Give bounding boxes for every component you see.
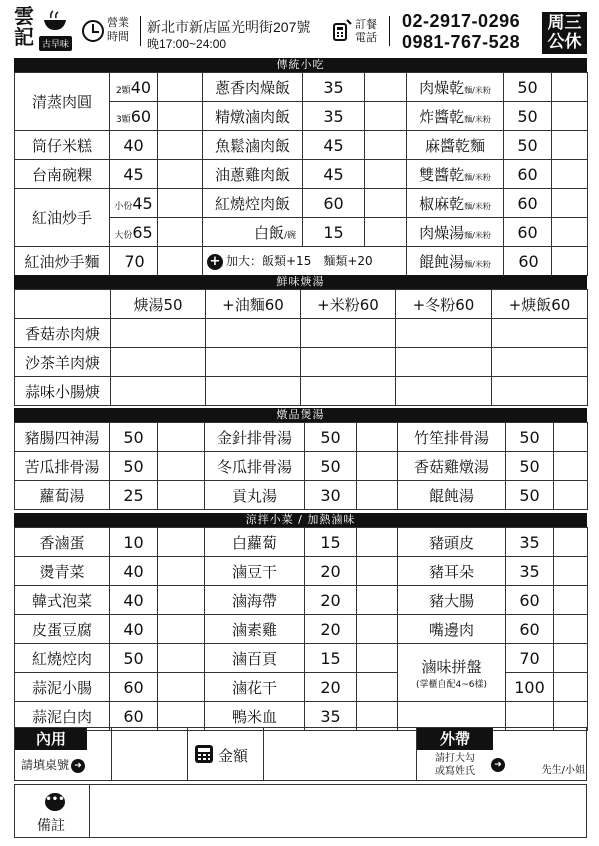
qty-cell[interactable] <box>396 377 492 406</box>
arrow-right-icon: ➜ <box>491 758 505 772</box>
item-unit: 麵/米粉 <box>464 114 491 124</box>
section-title: 燉品煲湯 <box>14 408 587 422</box>
item-price: 35 <box>506 528 554 557</box>
qty-cell[interactable] <box>158 557 205 586</box>
section-stewed-soup <box>14 408 587 510</box>
item-price: 20 <box>305 557 357 586</box>
item-price: 50 <box>110 423 158 452</box>
item-price: 30 <box>305 481 357 510</box>
qty-cell[interactable] <box>365 218 407 247</box>
qty-cell[interactable] <box>357 557 398 586</box>
platter-note: (掌櫃自配4~6樣) <box>415 679 488 690</box>
item-name: 精燉滷肉飯 <box>203 102 303 131</box>
qty-cell[interactable] <box>396 319 492 348</box>
item-name: 餛飩湯 <box>398 481 506 510</box>
qty-cell[interactable] <box>552 131 588 160</box>
qty-cell[interactable] <box>554 615 588 644</box>
arrow-right-icon: ➜ <box>71 759 85 773</box>
item-name: 蒜泥白肉 <box>15 702 110 731</box>
amount-field[interactable] <box>263 728 416 780</box>
corner-cell <box>15 290 111 319</box>
qty-cell[interactable] <box>552 160 588 189</box>
item-name: 滷海帶 <box>205 586 305 615</box>
item-name: 豬大腸 <box>398 586 506 615</box>
item-price: 45 <box>303 131 365 160</box>
item-name: 燙青菜 <box>15 557 110 586</box>
qty-cell[interactable] <box>158 73 203 102</box>
item-name: 炸醬乾 <box>419 107 465 126</box>
item-name: 香菇雞燉湯 <box>398 452 506 481</box>
phone-1: 02-2917-0296 <box>402 11 521 31</box>
phone-numbers <box>402 11 520 53</box>
item-name: 韓式泡菜 <box>15 586 110 615</box>
qty-cell[interactable] <box>357 528 398 557</box>
qty-cell[interactable] <box>158 615 205 644</box>
item-name: 滷素雞 <box>205 615 305 644</box>
item-price: 60 <box>506 586 554 615</box>
qty-cell[interactable] <box>365 160 407 189</box>
item-name: 苦瓜排骨湯 <box>15 452 110 481</box>
item-price: 60 <box>506 615 554 644</box>
item-name: 蔥香肉燥飯 <box>203 73 303 102</box>
qty-cell[interactable] <box>111 348 206 377</box>
qty-cell[interactable] <box>552 218 588 247</box>
qty-cell[interactable] <box>554 528 588 557</box>
qty-cell[interactable] <box>158 673 205 702</box>
item-unit: 麵/米粉 <box>464 201 491 211</box>
logo-tag: 古早味 <box>39 36 72 51</box>
qty-cell[interactable] <box>301 377 396 406</box>
logo <box>12 4 78 54</box>
item-name: 貢丸湯 <box>205 481 305 510</box>
plus-icon: + <box>207 254 223 270</box>
notes-box <box>14 784 587 838</box>
upsize-text: 加大：飯類+15 麵類+20 <box>226 254 373 269</box>
name-hint: 請打大勾或寫姓氏 <box>435 753 475 777</box>
item-price: 35 <box>303 102 365 131</box>
section-thick-soup <box>14 275 587 406</box>
clock-icon <box>82 20 104 42</box>
qty-cell[interactable] <box>357 586 398 615</box>
item-price: 50 <box>506 452 554 481</box>
qty-cell[interactable] <box>492 377 588 406</box>
item-size: 3顆 <box>115 114 131 125</box>
qty-cell[interactable] <box>365 73 407 102</box>
qty-cell[interactable] <box>552 247 588 276</box>
qty-cell[interactable] <box>158 452 205 481</box>
item-price: 40 <box>110 615 158 644</box>
item-price: 60 <box>504 189 552 218</box>
item-price: 70 <box>110 247 158 276</box>
item-price: 50 <box>504 73 552 102</box>
item-price: 60 <box>110 673 158 702</box>
hours-label: 營業時間 <box>107 16 129 43</box>
item-price: 20 <box>305 673 357 702</box>
traditional-snacks-table <box>14 72 588 276</box>
customer-name-field[interactable] <box>492 728 587 780</box>
item-name: 豬頭皮 <box>398 528 506 557</box>
phone-icon <box>332 18 352 42</box>
item-price: 100 <box>506 673 554 702</box>
qty-cell[interactable] <box>301 319 396 348</box>
item-name: 筒仔米糕 <box>15 131 110 160</box>
qty-cell[interactable] <box>554 586 588 615</box>
item-price: 40 <box>110 586 158 615</box>
qty-cell[interactable] <box>396 348 492 377</box>
divider <box>140 16 141 46</box>
item-name: 清蒸肉圓 <box>15 73 110 131</box>
order-label: 訂餐電話 <box>355 18 377 44</box>
item-price: 60 <box>130 106 152 126</box>
item-name: 香滷蛋 <box>15 528 110 557</box>
logo-text: 雲記 <box>14 4 34 49</box>
item-unit: 麵/米粉 <box>464 85 491 95</box>
table-number-hint <box>21 756 85 773</box>
qty-cell[interactable] <box>357 452 398 481</box>
item-name: 竹笙排骨湯 <box>398 423 506 452</box>
item-price: 70 <box>506 644 554 673</box>
table-number-text: 請填桌號 <box>21 758 70 772</box>
item-price: 35 <box>506 557 554 586</box>
item-name: 紅燒焢肉 <box>15 644 110 673</box>
section-title: 涼拌小菜 / 加熱滷味 <box>14 513 587 527</box>
qty-cell[interactable] <box>301 348 396 377</box>
soup-option: +油麵60 <box>206 290 301 319</box>
item-size: 大份 <box>114 230 133 241</box>
item-price: 40 <box>130 77 152 97</box>
item-unit: /碗 <box>283 230 296 241</box>
item-name: 鴨米血 <box>205 702 305 731</box>
qty-cell[interactable] <box>158 218 203 247</box>
item-name: 台南碗粿 <box>15 160 110 189</box>
item-name: 豬耳朵 <box>398 557 506 586</box>
qty-cell[interactable] <box>554 423 588 452</box>
section-title: 傳統小吃 <box>14 58 587 72</box>
item-price: 50 <box>110 644 158 673</box>
qty-cell[interactable] <box>206 377 301 406</box>
soup-option: +米粉60 <box>301 290 396 319</box>
item-price: 60 <box>504 247 552 276</box>
qty-cell[interactable] <box>492 348 588 377</box>
item-price: 15 <box>305 528 357 557</box>
calculator-icon <box>194 744 214 764</box>
order-info <box>14 727 587 781</box>
qty-cell[interactable] <box>158 160 203 189</box>
item-price: 50 <box>305 452 357 481</box>
item-price: 50 <box>504 131 552 160</box>
qty-cell[interactable] <box>357 615 398 644</box>
qty-cell[interactable] <box>158 423 205 452</box>
qty-cell[interactable] <box>365 102 407 131</box>
item-price: 35 <box>303 73 365 102</box>
item-name: 雙醬乾 <box>419 165 465 184</box>
amount-label: 金額 <box>218 747 249 765</box>
qty-cell[interactable] <box>365 131 407 160</box>
qty-cell[interactable] <box>357 644 398 673</box>
item-price: 45 <box>132 193 153 213</box>
item-name: 嘴邊肉 <box>398 615 506 644</box>
item-name: 蘿蔔湯 <box>15 481 110 510</box>
bowl-icon <box>42 10 68 32</box>
qty-cell[interactable] <box>552 189 588 218</box>
item-unit: 麵/米粉 <box>464 259 491 269</box>
amount-label-cell <box>187 728 263 780</box>
item-price: 10 <box>110 528 158 557</box>
item-name: 冬瓜排骨湯 <box>205 452 305 481</box>
item-name: 麻醬乾麵 <box>407 131 504 160</box>
phone-2: 0981-767-528 <box>402 32 521 52</box>
qty-cell[interactable] <box>365 189 407 218</box>
dine-in-label: 內用 <box>15 728 87 750</box>
item-name: 紅燒焢肉飯 <box>203 189 303 218</box>
qty-cell[interactable] <box>357 673 398 702</box>
item-price: 20 <box>305 615 357 644</box>
item-price: 15 <box>305 644 357 673</box>
qty-cell[interactable] <box>552 73 588 102</box>
qty-cell[interactable] <box>357 423 398 452</box>
item-price: 45 <box>110 160 158 189</box>
qty-cell[interactable] <box>158 189 203 218</box>
soup-option: +焿飯60 <box>492 290 588 319</box>
thick-soup-table <box>14 289 588 406</box>
qty-cell[interactable] <box>158 102 203 131</box>
item-price: 60 <box>303 189 365 218</box>
business-hours: 晚17:00~24:00 <box>147 37 227 51</box>
item-price: 60 <box>504 160 552 189</box>
item-name: 滷味拼盤 <box>421 657 482 676</box>
section-traditional-snacks <box>14 58 587 276</box>
qty-cell[interactable] <box>158 481 205 510</box>
qty-cell[interactable] <box>206 348 301 377</box>
notes-field[interactable] <box>89 785 587 837</box>
item-name: 滷豆干 <box>205 557 305 586</box>
qty-cell[interactable] <box>158 247 203 276</box>
title-hint: 先生/小姐 <box>541 765 585 776</box>
platter-cell <box>398 644 506 702</box>
qty-cell[interactable] <box>357 481 398 510</box>
item-name: 餛飩湯 <box>419 252 465 271</box>
item-name: 紅油炒手麵 <box>15 247 110 276</box>
item-name: 肉燥乾 <box>419 78 465 97</box>
qty-cell[interactable] <box>554 452 588 481</box>
qty-cell[interactable] <box>492 319 588 348</box>
item-name: 椒麻乾 <box>419 194 465 213</box>
item-price: 35 <box>305 702 357 731</box>
qty-cell[interactable] <box>111 319 206 348</box>
item-price: 65 <box>132 222 153 242</box>
item-name: 蒜泥小腸 <box>15 673 110 702</box>
item-name: 肉燥湯 <box>419 223 465 242</box>
item-price: 45 <box>303 160 365 189</box>
item-name: 香菇赤肉焿 <box>15 319 111 348</box>
item-name: 滷花干 <box>205 673 305 702</box>
item-price: 25 <box>110 481 158 510</box>
item-price: 60 <box>110 702 158 731</box>
closed-text: 周三公休 <box>547 13 582 52</box>
item-name: 白蘿蔔 <box>205 528 305 557</box>
item-price: 50 <box>305 423 357 452</box>
item-price: 40 <box>110 557 158 586</box>
item-name: 皮蛋豆腐 <box>15 615 110 644</box>
item-unit: 麵/米粉 <box>464 230 491 240</box>
qty-cell[interactable] <box>158 528 205 557</box>
table-number-field[interactable] <box>111 728 187 780</box>
item-price: 50 <box>110 452 158 481</box>
item-size: 2顆 <box>115 85 131 96</box>
section-title: 鮮味焿湯 <box>14 275 587 289</box>
item-name: 紅油炒手 <box>15 189 110 247</box>
qty-cell[interactable] <box>554 644 588 673</box>
item-size: 小份 <box>114 201 133 212</box>
soup-option: +冬粉60 <box>396 290 492 319</box>
qty-cell[interactable] <box>158 586 205 615</box>
chat-bubble-icon: ••• <box>45 793 65 811</box>
takeout-label-cell <box>416 728 502 780</box>
address: 新北市新店區光明街207號 <box>147 19 311 35</box>
upsize-note <box>203 247 407 276</box>
qty-cell[interactable] <box>552 102 588 131</box>
side-dishes-table <box>14 527 588 731</box>
section-side-dishes <box>14 513 587 731</box>
item-unit: 麵/米粉 <box>464 172 491 182</box>
closed-day-badge <box>542 12 587 54</box>
item-price: 50 <box>506 423 554 452</box>
item-name: 豬腸四神湯 <box>15 423 110 452</box>
notes-label: 備註 <box>37 818 65 834</box>
item-price: 20 <box>305 586 357 615</box>
soup-option: 焿湯50 <box>111 290 206 319</box>
divider <box>389 16 390 46</box>
qty-cell[interactable] <box>554 557 588 586</box>
item-name: 金針排骨湯 <box>205 423 305 452</box>
item-name: 蒜味小腸焿 <box>15 377 111 406</box>
item-price: 50 <box>504 102 552 131</box>
item-price: 15 <box>303 218 365 247</box>
item-name: 沙茶羊肉焿 <box>15 348 111 377</box>
item-name: 滷百頁 <box>205 644 305 673</box>
stewed-soup-table <box>14 422 588 510</box>
item-name: 油蔥雞肉飯 <box>203 160 303 189</box>
header <box>12 4 588 54</box>
item-name: 白飯 <box>253 223 284 242</box>
qty-cell[interactable] <box>111 377 206 406</box>
qty-cell[interactable] <box>554 481 588 510</box>
takeout-label: 外帶 <box>417 728 493 750</box>
qty-cell[interactable] <box>158 131 203 160</box>
item-name: 魚鬆滷肉飯 <box>203 131 303 160</box>
item-price: 50 <box>506 481 554 510</box>
item-price: 60 <box>504 218 552 247</box>
qty-cell[interactable] <box>158 644 205 673</box>
qty-cell[interactable] <box>206 319 301 348</box>
item-price: 40 <box>110 131 158 160</box>
qty-cell[interactable] <box>554 673 588 702</box>
